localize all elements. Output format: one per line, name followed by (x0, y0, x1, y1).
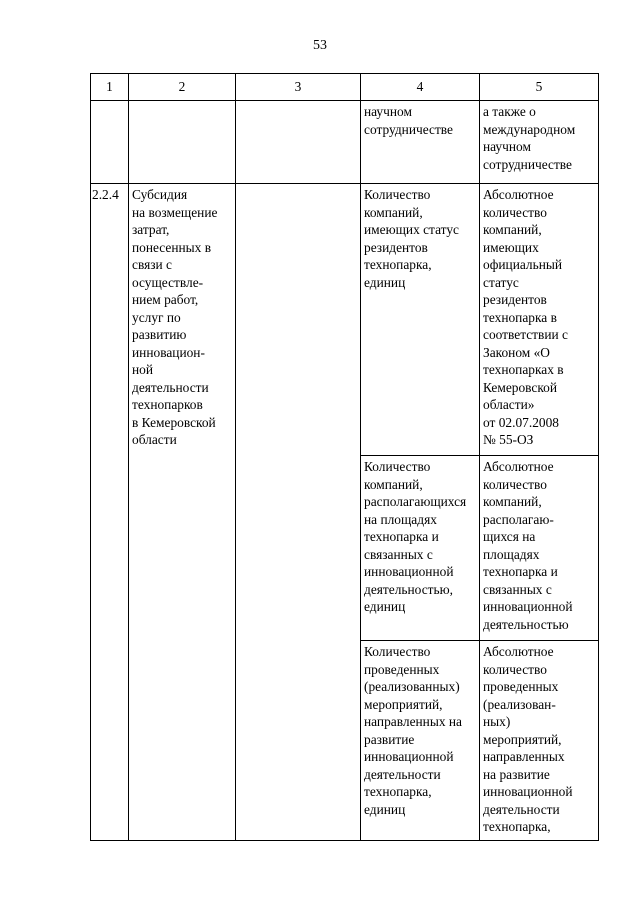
page-number: 53 (313, 38, 327, 53)
header-col-4: 4 (361, 74, 480, 101)
program-table (90, 73, 599, 841)
item-col-3 (236, 184, 361, 841)
continuation-col-3 (236, 101, 361, 184)
continuation-col-1 (91, 101, 129, 184)
indicator-name: Количество компаний, располагающихся на площадях технопарка и связанных с инновационной деятельностью, единиц (361, 456, 480, 641)
indicator-description: Абсолютное количество компаний, располагаю- щихся на площадях технопарка и связанных с инновационной деятельностью (480, 456, 599, 641)
indicator-name: Количество проведенных (реализованных) мероприятий, направленных на развитие инновационной деятельности технопарка, единиц (361, 641, 480, 841)
item-number: 2.2.4 (91, 184, 129, 841)
indicator-name: Количество компаний, имеющих статус резидентов технопарка, единиц (361, 184, 480, 456)
header-col-3: 3 (236, 74, 361, 101)
header-col-2: 2 (129, 74, 236, 101)
continuation-indicator-description: а также о международном научном сотрудничестве (480, 101, 599, 184)
indicator-description: Абсолютное количество компаний, имеющих официальный статус резидентов технопарка в соответствии с Законом «О технопарках в Кемеровской области» от 02.07.2008 № 55-ОЗ (480, 184, 599, 456)
continuation-row (91, 101, 599, 184)
indicator-description: Абсолютное количество проведенных (реализован- ных) мероприятий, направленных на развитие инновационной деятельности технопарка, (480, 641, 599, 841)
header-col-1: 1 (91, 74, 129, 101)
table-header-row (91, 74, 599, 101)
continuation-col-2 (129, 101, 236, 184)
item-name: Субсидия на возмещение затрат, понесенных в связи с осуществле- нием работ, услуг по развитию инновацион- ной деятельности технопарков в Кемеровской области (129, 184, 236, 841)
table-row (91, 184, 599, 456)
continuation-indicator-name: научном сотрудничестве (361, 101, 480, 184)
header-col-5: 5 (480, 74, 599, 101)
